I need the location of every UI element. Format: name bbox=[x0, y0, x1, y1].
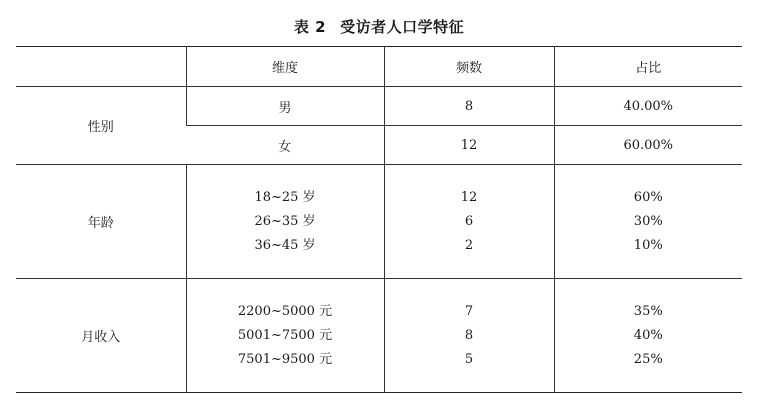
count-line: 8 bbox=[464, 327, 474, 343]
header-dimension: 维度 bbox=[186, 47, 384, 87]
percent-stack bbox=[554, 279, 742, 393]
percent-stack bbox=[554, 165, 742, 279]
dimension-line: 26~35 岁 bbox=[254, 213, 316, 229]
percent-line: 60% bbox=[633, 189, 663, 205]
table-row bbox=[16, 279, 742, 393]
count-line: 2 bbox=[464, 237, 474, 253]
percent-line: 35% bbox=[633, 303, 663, 319]
count-line: 6 bbox=[464, 213, 474, 229]
percent-line: 30% bbox=[633, 213, 663, 229]
dimension-line: 18~25 岁 bbox=[254, 189, 316, 205]
percent-line: 25% bbox=[633, 351, 663, 367]
percent-line: 10% bbox=[633, 237, 663, 253]
table-number: 表 2 bbox=[293, 18, 327, 36]
header-percent: 占比 bbox=[554, 47, 742, 87]
table-caption bbox=[0, 16, 758, 37]
demographics-table bbox=[16, 46, 742, 393]
count-stack bbox=[384, 279, 554, 393]
count-stack bbox=[384, 165, 554, 279]
dimension-cell: 女 bbox=[186, 126, 384, 165]
header-category bbox=[16, 47, 186, 87]
table-title: 受访者人口学特征 bbox=[340, 18, 465, 36]
dimension-line: 7501~9500 元 bbox=[237, 351, 333, 367]
percent-cell: 60.00% bbox=[554, 126, 742, 165]
category-cell-age: 年龄 bbox=[16, 165, 186, 279]
category-cell-income: 月收入 bbox=[16, 279, 186, 393]
dimension-stack bbox=[186, 165, 384, 279]
dimension-stack bbox=[186, 279, 384, 393]
dimension-cell: 男 bbox=[186, 87, 384, 126]
percent-line: 40% bbox=[633, 327, 663, 343]
header-count: 频数 bbox=[384, 47, 554, 87]
header-row bbox=[16, 47, 742, 87]
dimension-line: 2200~5000 元 bbox=[237, 303, 333, 319]
percent-cell: 40.00% bbox=[554, 87, 742, 126]
count-line: 12 bbox=[460, 189, 478, 205]
dimension-line: 36~45 岁 bbox=[254, 237, 316, 253]
dimension-line: 5001~7500 元 bbox=[237, 327, 333, 343]
count-line: 5 bbox=[464, 351, 474, 367]
count-line: 7 bbox=[464, 303, 474, 319]
category-cell-gender: 性别 bbox=[16, 87, 186, 165]
table-row bbox=[16, 165, 742, 279]
table-row bbox=[16, 87, 742, 126]
count-cell: 8 bbox=[384, 87, 554, 126]
count-cell: 12 bbox=[384, 126, 554, 165]
